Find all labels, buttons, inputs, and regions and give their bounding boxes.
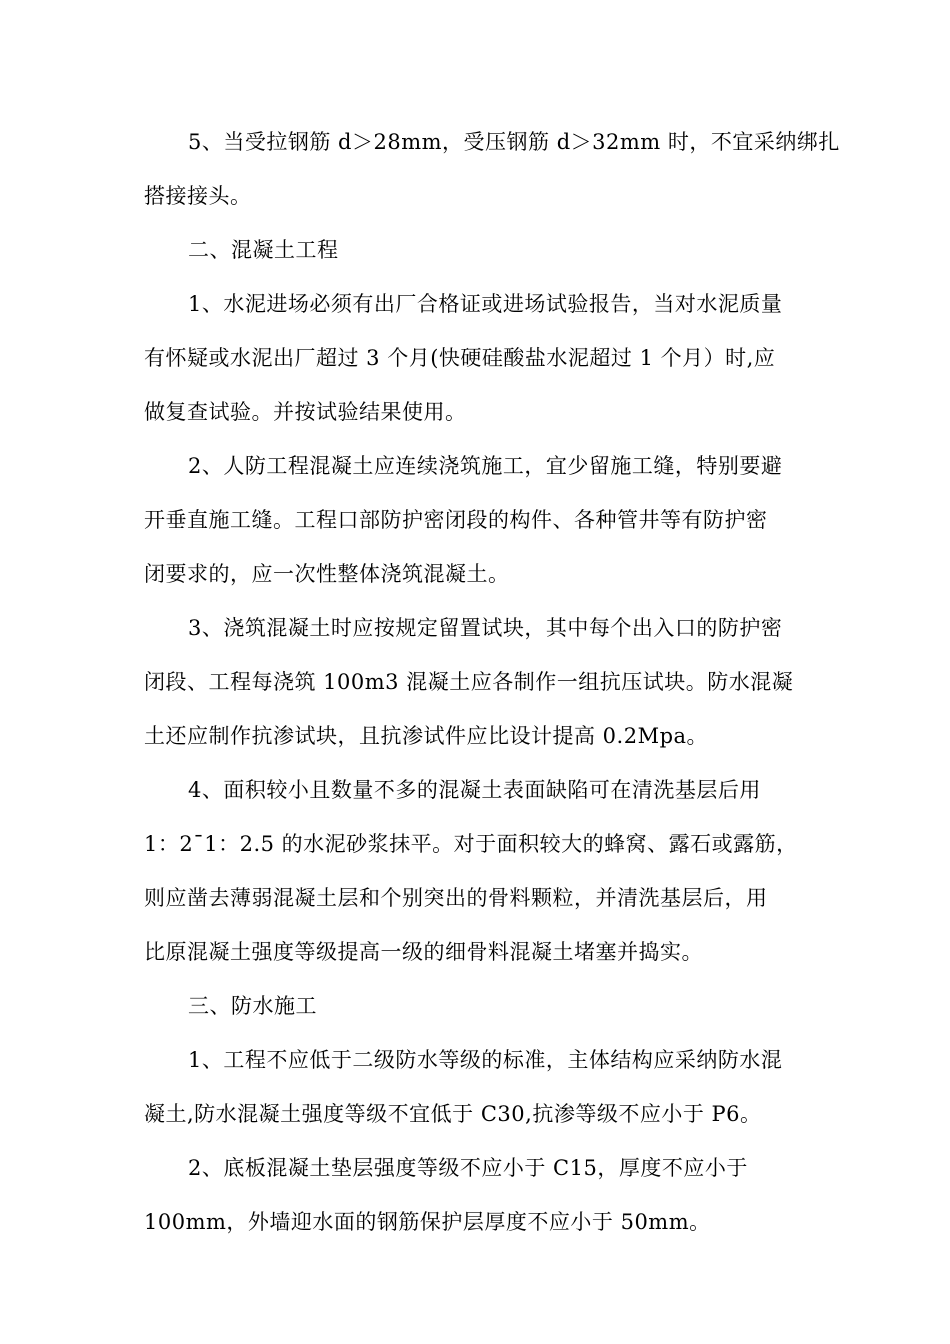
paragraph-concrete-1-line-1: 1、水泥进场必须有出厂合格证或进场试验报告，当对水泥质量	[188, 292, 783, 316]
paragraph-concrete-1-line-2: 有怀疑或水泥出厂超过 3 个月(快硬硅酸盐水泥超过 1 个月）时,应	[144, 346, 776, 370]
paragraph-concrete-2-line-1: 2、人防工程混凝土应连续浇筑施工，宜少留施工缝，特别要避	[188, 454, 783, 478]
paragraph-waterproof-1-line-2: 凝土,防水混凝土强度等级不宜低于 C30,抗渗等级不应小于 P6。	[144, 1102, 762, 1126]
section-heading-waterproofing: 三、防水施工	[188, 994, 317, 1018]
paragraph-waterproof-1-line-1: 1、工程不应低于二级防水等级的标准，主体结构应采纳防水混	[188, 1048, 783, 1072]
paragraph-concrete-3-line-2: 闭段、工程每浇筑 100m3 混凝土应各制作一组抗压试块。防水混凝	[144, 670, 794, 694]
paragraph-concrete-4-line-3: 则应凿去薄弱混凝土层和个别突出的骨料颗粒，并清洗基层后，用	[144, 886, 768, 910]
paragraph-waterproof-2-line-2: 100mm，外墙迎水面的钢筋保护层厚度不应小于 50mm。	[144, 1210, 711, 1234]
paragraph-rebar-5-line-1: 5、当受拉钢筋 d＞28mm，受压钢筋 d＞32mm 时，不宜采纳绑扎	[188, 130, 840, 154]
paragraph-concrete-1-line-3: 做复查试验。并按试验结果使用。	[144, 400, 467, 424]
paragraph-concrete-4-line-4: 比原混凝土强度等级提高一级的细骨料混凝土堵塞并捣实。	[144, 940, 703, 964]
section-heading-concrete: 二、混凝土工程	[188, 238, 339, 262]
paragraph-concrete-2-line-3: 闭要求的，应一次性整体浇筑混凝土。	[144, 562, 510, 586]
paragraph-rebar-5-line-2: 搭接接头。	[144, 184, 252, 208]
paragraph-concrete-3-line-3: 土还应制作抗渗试块，且抗渗试件应比设计提高 0.2Mpa。	[144, 724, 709, 748]
paragraph-concrete-4-line-1: 4、面积较小且数量不多的混凝土表面缺陷可在清洗基层后用	[188, 778, 761, 802]
paragraph-waterproof-2-line-1: 2、底板混凝土垫层强度等级不应小于 C15，厚度不应小于	[188, 1156, 748, 1180]
paragraph-concrete-2-line-2: 开垂直施工缝。工程口部防护密闭段的构件、各种管井等有防护密	[144, 508, 768, 532]
paragraph-concrete-4-line-2: 1：2¯1：2.5 的水泥砂浆抹平。对于面积较大的蜂窝、露石或露筋，	[144, 832, 798, 856]
document-body	[144, 115, 840, 1249]
paragraph-concrete-3-line-1: 3、浇筑混凝土时应按规定留置试块，其中每个出入口的防护密	[188, 616, 783, 640]
